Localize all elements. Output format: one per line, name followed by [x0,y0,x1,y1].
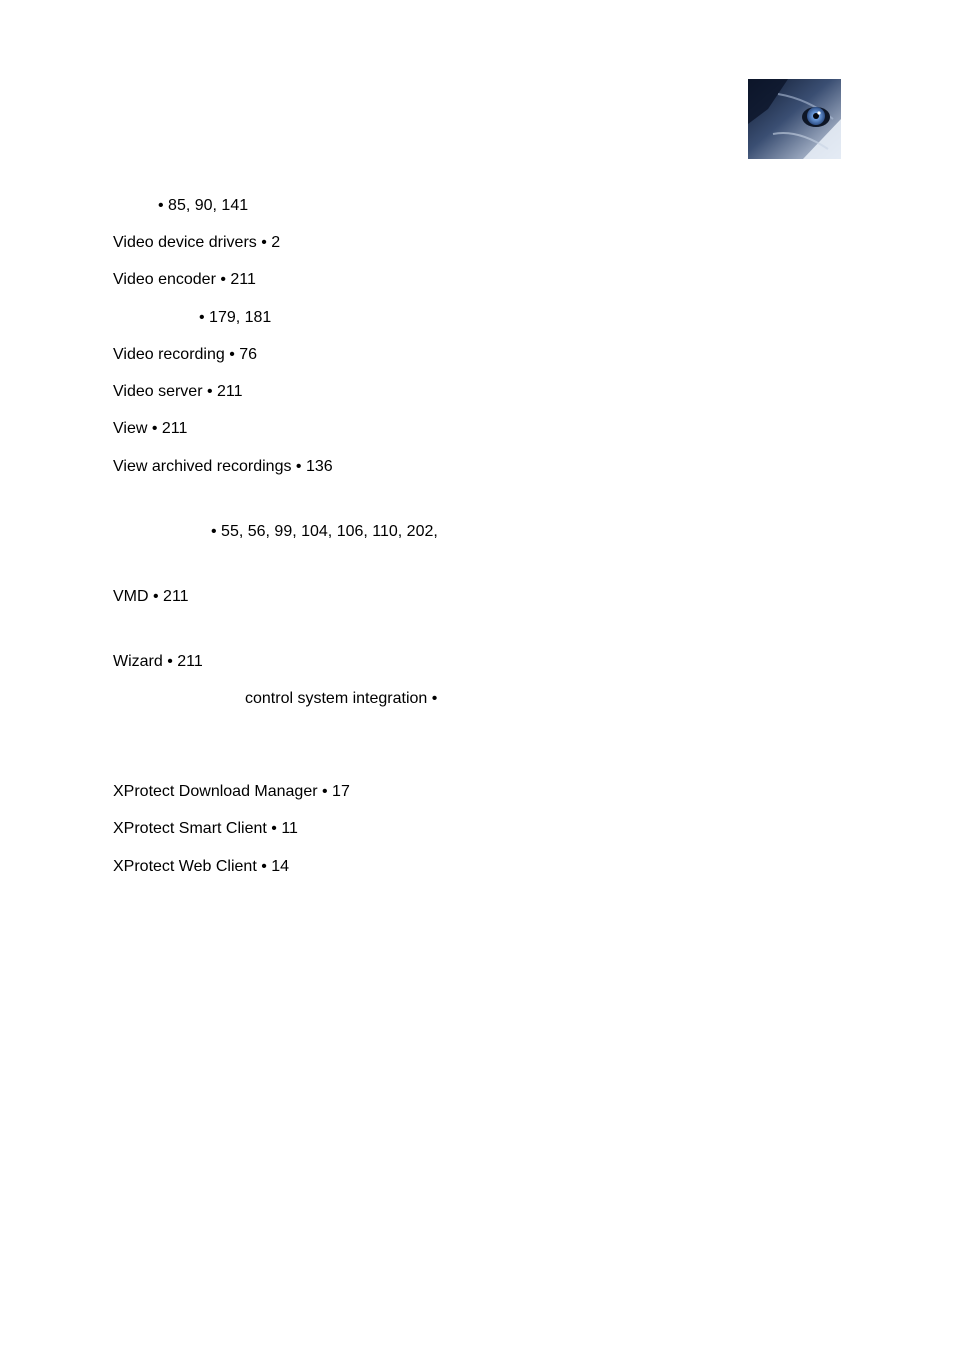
index-entry: control system integration • [245,690,438,707]
index-entry: XProtect Download Manager • 17 [113,783,350,800]
index-entry: • 55, 56, 99, 104, 106, 110, 202, [211,523,438,540]
index-entry: Video encoder • 211 [113,271,256,288]
index-entry: View • 211 [113,420,188,437]
index-entry: XProtect Smart Client • 11 [113,820,298,837]
index-entry: Video recording • 76 [113,346,258,363]
wolf-eye-icon [748,79,841,159]
index-entry: Wizard • 211 [113,653,203,670]
index-entry: Video device drivers • 2 [113,234,281,251]
index-entry: View archived recordings • 136 [113,458,333,475]
index-entry: XProtect Web Client • 14 [113,858,290,875]
index-entry: • 85, 90, 141 [158,197,249,214]
index-entry: VMD • 211 [113,588,189,605]
index-entry: Video server • 211 [113,383,243,400]
wolf-eye-logo [748,79,841,159]
index-entry: • 179, 181 [199,309,272,326]
